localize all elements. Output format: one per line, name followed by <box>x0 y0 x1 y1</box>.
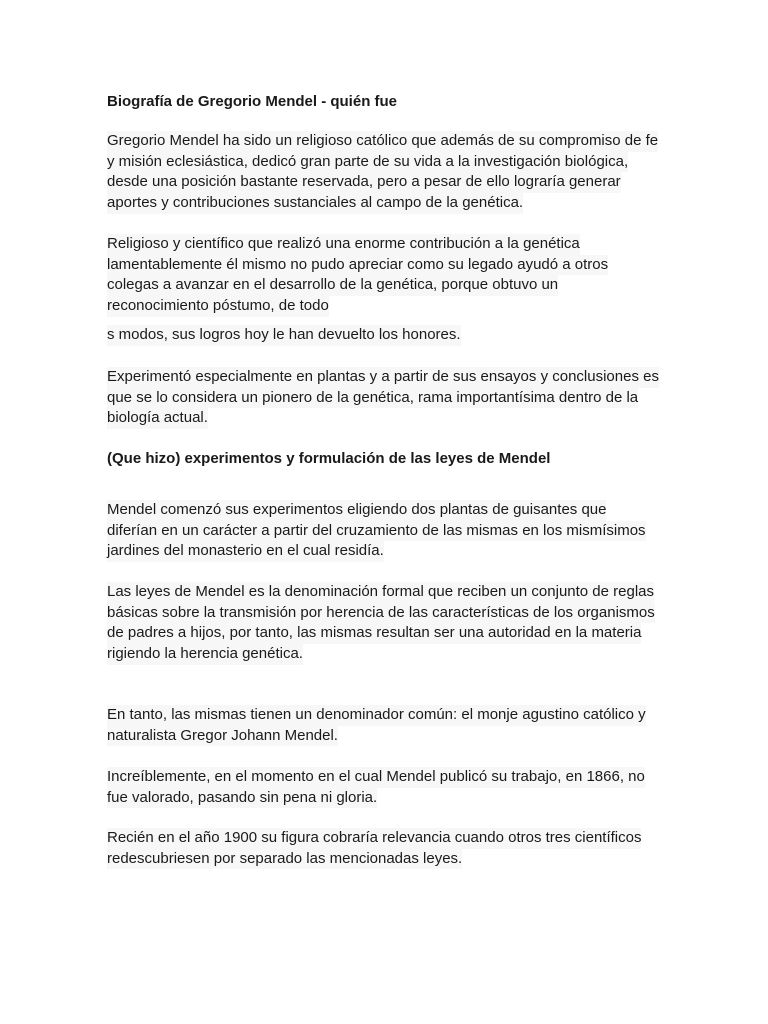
document-title: Biografía de Gregorio Mendel - quién fue <box>107 93 398 110</box>
paragraph-line: colegas a avanzar en el desarrollo de la genética, porque obtuvo un <box>107 275 558 296</box>
paragraph-line: Increíblemente, en el momento en el cual Mendel publicó su trabajo, en 1866, no <box>107 767 645 788</box>
paragraph-laws <box>107 582 655 665</box>
paragraph-line: desde una posición bastante reservada, pero a pesar de ello lograría generar <box>107 172 621 193</box>
paragraph-line: Experimentó especialmente en plantas y a partir de sus ensayos y conclusiones es <box>107 367 659 388</box>
paragraph-line: naturalista Gregor Johann Mendel. <box>107 726 338 747</box>
section-heading: (Que hizo) experimentos y formulación de las leyes de Mendel <box>107 450 551 467</box>
paragraph-experiments <box>107 367 659 429</box>
paragraph-line: fue valorado, pasando sin pena ni gloria. <box>107 788 377 809</box>
paragraph-line: En tanto, las mismas tienen un denominador común: el monje agustino católico y <box>107 705 646 726</box>
paragraph-line: y misión eclesiástica, dedicó gran parte de su vida a la investigación biológica, <box>107 152 628 173</box>
paragraph-line: Mendel comenzó sus experimentos eligiendo dos plantas de guisantes que <box>107 500 606 521</box>
paragraph-line: redescubriesen por separado las mencionadas leyes. <box>107 849 462 870</box>
paragraph-line: Gregorio Mendel ha sido un religioso católico que además de su compromiso de fe <box>107 131 658 152</box>
paragraph-line: aportes y contribuciones sustanciales al campo de la genética. <box>107 193 523 214</box>
paragraph-line: Recién en el año 1900 su figura cobraría relevancia cuando otros tres científicos <box>107 828 641 849</box>
paragraph-line: lamentablemente él mismo no pudo apreciar como su legado ayudó a otros <box>107 255 608 276</box>
paragraph-line: jardines del monasterio en el cual residía. <box>107 541 384 562</box>
paragraph-peas <box>107 500 646 562</box>
paragraph-line: diferían en un carácter a partir del cruzamiento de las mismas en los mismísimos <box>107 521 646 542</box>
paragraph-1900 <box>107 828 641 869</box>
paragraph-line: reconocimiento póstumo, de todo <box>107 296 329 317</box>
paragraph-line: Religioso y científico que realizó una enorme contribución a la genética <box>107 234 580 255</box>
paragraph-line: básicas sobre la transmisión por herencia de las características de los organismos <box>107 603 655 624</box>
paragraph-contribution <box>107 234 608 317</box>
paragraph-line: biología actual. <box>107 408 208 429</box>
paragraph-line: rigiendo la herencia genética. <box>107 644 303 665</box>
paragraph-line: de padres a hijos, por tanto, las mismas resultan ser una autoridad en la materia <box>107 623 641 644</box>
paragraph-line: s modos, sus logros hoy le han devuelto los honores. <box>107 325 461 346</box>
paragraph-common-denominator <box>107 705 646 746</box>
paragraph-intro <box>107 131 658 214</box>
paragraph-line: que se lo considera un pionero de la genética, rama importantísima dentro de la <box>107 388 638 409</box>
paragraph-1866 <box>107 767 645 808</box>
paragraph-continuation <box>107 325 461 346</box>
paragraph-line: Las leyes de Mendel es la denominación formal que reciben un conjunto de reglas <box>107 582 654 603</box>
